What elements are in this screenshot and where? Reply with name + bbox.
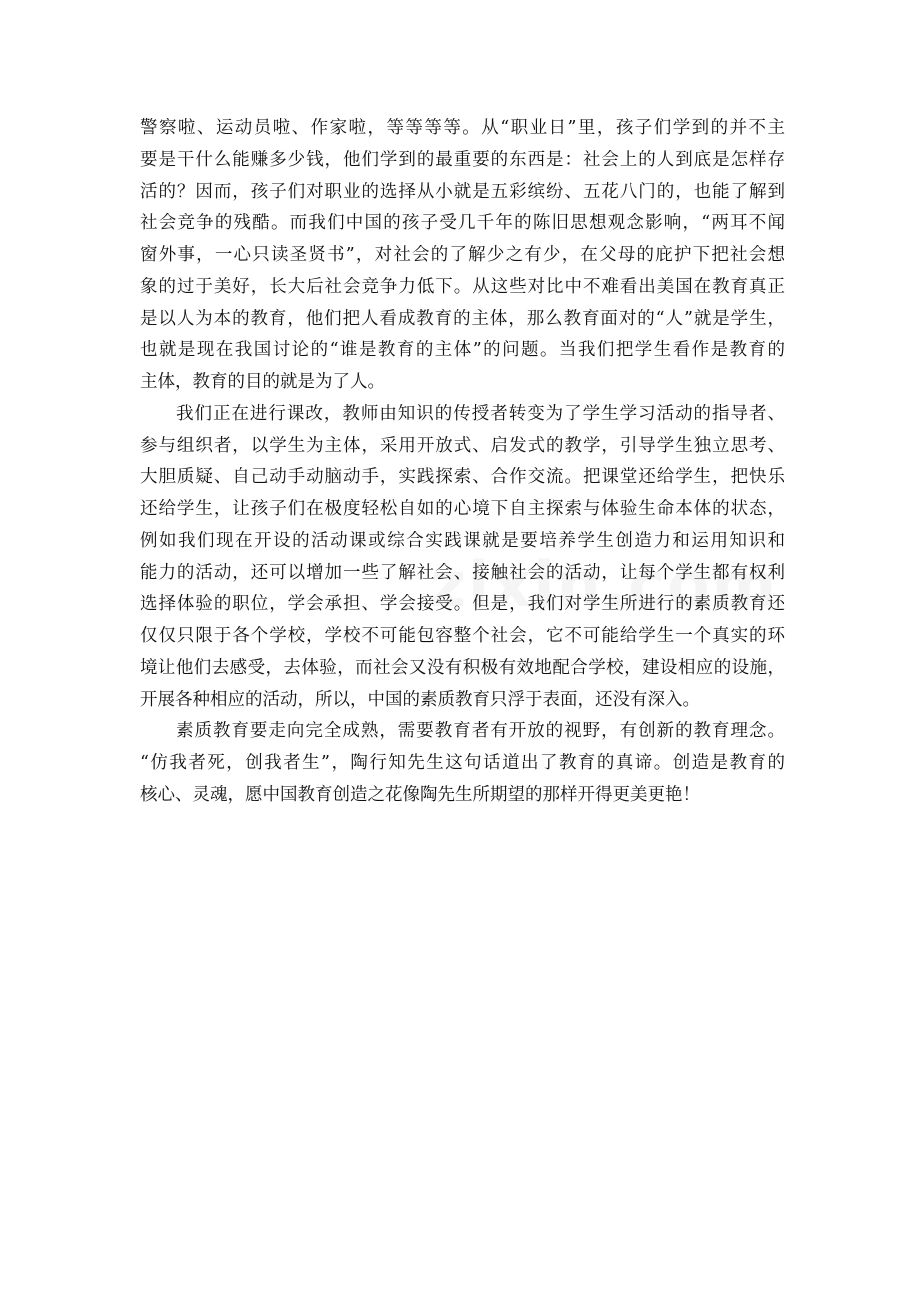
text-line: 能力的活动，还可以增加一些了解社会、接触社会的活动，让每个学生都有权利 — [140, 562, 785, 583]
text-line: 仅仅只限于各个学校，学校不可能包容整个社会，它不可能给学生一个真实的环 — [140, 626, 785, 646]
text-line: 窗外事，一心只读圣贤书”，对社会的了解少之有少，在父母的庇护下把社会想 — [140, 245, 785, 265]
text-line: 我们正在进行课改，教师由知识的传授者转变为了学生学习活动的指导者、 — [176, 403, 785, 424]
text-line: 也就是现在我国讨论的“谁是教育的主体”的问题。当我们把学生看作是教育的 — [140, 340, 785, 361]
text-line: 警察啦、运动员啦、作家啦，等等等等。从“职业日”里，孩子们学到的并不主 — [140, 118, 785, 138]
text-line: 参与组织者，以学生为主体，采用开放式、启发式的教学，引导学生独立思考、 — [140, 435, 785, 456]
text-line: 例如我们现在开设的活动课或综合实践课就是要培养学生创造力和运用知识和 — [140, 530, 785, 551]
paragraph-2 — [140, 399, 785, 717]
paragraph-3 — [140, 716, 785, 811]
text-line: 选择体验的职位，学会承担、学会接受。但是，我们对学生所进行的素质教育还 — [140, 594, 785, 615]
text-line: 主体，教育的目的就是为了人。 — [140, 372, 385, 392]
text-line: 素质教育要走向完全成熟，需要教育者有开放的视野，有创新的教育理念。 — [176, 721, 785, 742]
document-body — [140, 113, 785, 812]
text-line: 大胆质疑、自己动手动脑动手，实践探索、合作交流。把课堂还给学生，把快乐 — [140, 467, 785, 488]
text-line: 象的过于美好，长大后社会竞争力低下。从这些对比中不难看出美国在教育真正 — [140, 276, 785, 297]
text-line: 是以人为本的教育，他们把人看成教育的主体，那么教育面对的“人”就是学生， — [140, 308, 785, 329]
text-line: 活的？因而，孩子们对职业的选择从小就是五彩缤纷、五花八门的，也能了解到 — [140, 181, 785, 202]
text-line: 境让他们去感受，去体验，而社会又没有积极有效地配合学校，建设相应的设施， — [140, 657, 785, 678]
text-line: “仿我者死，创我者生”，陶行知先生这句话道出了教育的真谛。创造是教育的 — [140, 753, 785, 773]
text-line: 还给学生，让孩子们在极度轻松自如的心境下自主探索与体验生命本体的状态， — [140, 499, 785, 519]
text-line: 核心、灵魂，愿中国教育创造之花像陶先生所期望的那样开得更美更艳！ — [140, 784, 700, 805]
paragraph-1 — [140, 113, 785, 399]
text-line: 社会竞争的残酷。而我们中国的孩子受几千年的陈旧思想观念影响，“两耳不闻 — [140, 213, 785, 234]
text-line: 要是干什么能赚多少钱，他们学到的最重要的东西是：社会上的人到底是怎样存 — [140, 149, 785, 170]
text-line: 开展各种相应的活动，所以，中国的素质教育只浮于表面，还没有深入。 — [140, 689, 700, 710]
